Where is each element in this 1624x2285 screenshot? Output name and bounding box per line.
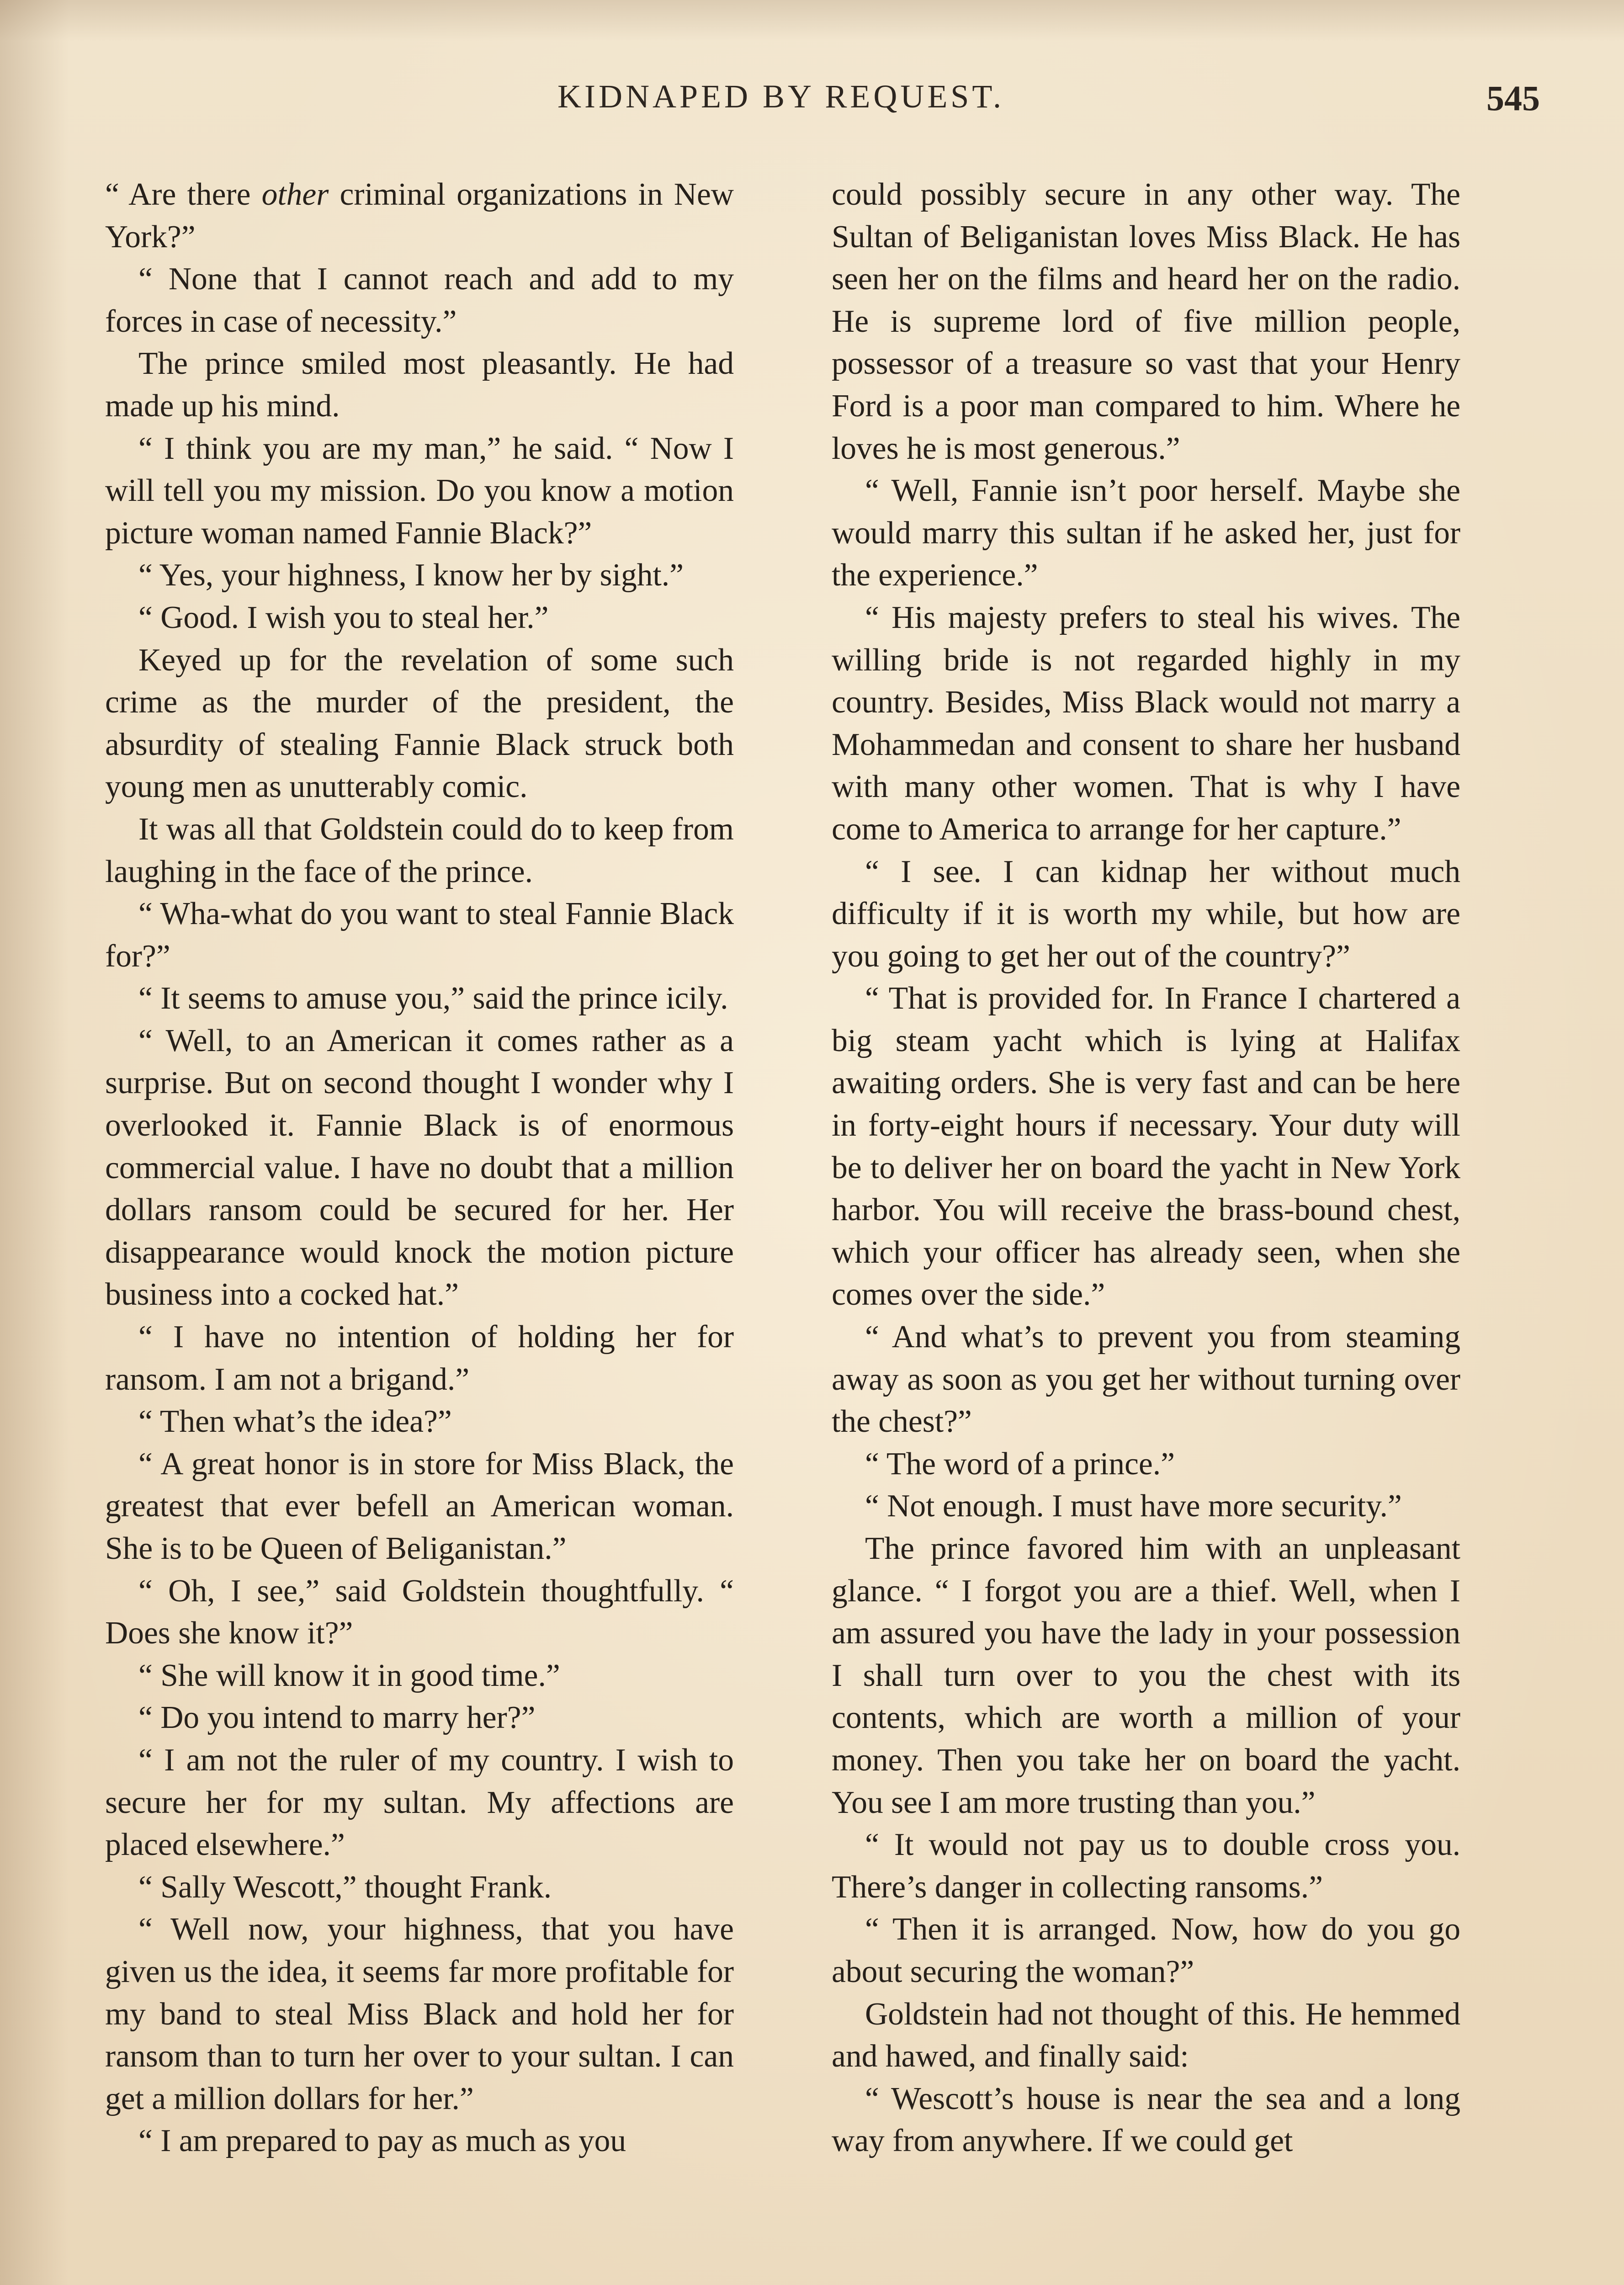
paragraph: The prince favored him with an unpleasant glance. “ I forgot you are a thief. Well, when I am assured you have the lady in your possession I shall turn over to you the chest with its contents, which are worth a million of your money. Then you take her on board the yacht. You see I am more trusting than you.” <box>832 1531 1460 1820</box>
paragraph: “ Then it is arranged. Now, how do you go about securing the woman?” <box>832 1912 1460 1989</box>
paragraph: “ It seems to amuse you,” said the prince icily. <box>138 981 728 1016</box>
paragraph: “ I am prepared to pay as much as you <box>138 2123 626 2159</box>
paragraph: “ None that I cannot reach and add to my forces in case of necessity.” <box>105 261 734 339</box>
paragraph: “ Wha-what do you want to steal Fannie Black for?” <box>105 896 734 974</box>
right-text-column <box>832 174 1460 2163</box>
paragraph: The prince smiled most pleasantly. He had made up his mind. <box>105 346 734 424</box>
paragraph: “ It would not pay us to double cross you. There’s danger in collecting ransoms.” <box>832 1827 1460 1905</box>
paragraph: Goldstein had not thought of this. He hemmed and hawed, and finally said: <box>832 1996 1460 2074</box>
paragraph: “ Good. I wish you to steal her.” <box>138 600 549 635</box>
paragraph: “ That is provided for. In France I chartered a big steam yacht which is lying at Halifax awaiting orders. She is very fast and can be here in forty-eight hours if necessary. Your duty will be to deliver her on board the yacht in New York harbor. You will receive the brass-bound chest, which your officer has already seen, when she comes over the side.” <box>832 981 1460 1313</box>
paragraph: “ Well, Fannie isn’t poor herself. Maybe she would marry this sultan if he asked her, just for the experience.” <box>832 473 1460 593</box>
paragraph: “ I am not the ruler of my country. I wish to secure her for my sultan. My affections are placed elsewhere.” <box>105 1742 734 1863</box>
paragraph: “ Sally Wescott,” thought Frank. <box>138 1869 552 1905</box>
paragraph: It was all that Goldstein could do to keep from laughing in the face of the prince. <box>105 811 734 889</box>
paragraph: “ Are there other criminal organizations in New York?” <box>105 177 734 255</box>
running-title: KIDNAPED BY REQUEST. <box>557 78 1004 115</box>
paragraph: Keyed up for the revelation of some such crime as the murder of the president, the absurdity of stealing Fannie Black struck both young men as unutterably comic. <box>105 642 734 805</box>
paragraph: “ And what’s to prevent you from steaming away as soon as you get her without turning over the chest?” <box>832 1319 1460 1440</box>
page-shadow-left <box>0 0 69 2285</box>
paragraph: “ Then what’s the idea?” <box>138 1404 452 1440</box>
page-shadow-top <box>0 0 1624 41</box>
emphasis: other <box>261 177 329 212</box>
paragraph: “ His majesty prefers to steal his wives. The willing bride is not regarded highly in my country. Besides, Miss Black would not marry a Mohammedan and consent to share her husband with many other women. That is why I have come to America to arrange for her capture.” <box>832 600 1460 847</box>
paragraph: “ She will know it in good time.” <box>138 1658 560 1693</box>
paragraph: “ Wescott’s house is near the sea and a long way from anywhere. If we could get <box>832 2081 1460 2159</box>
paragraph: “ Do you intend to marry her?” <box>138 1700 536 1736</box>
paragraph: “ Well now, your highness, that you have given us the idea, it seems far more profitable for my band to steal Miss Black and hold her for ransom than to turn her over to your sultan. I can get a million dollars for her.” <box>105 1912 734 2116</box>
paragraph: “ Not enough. I must have more security.” <box>865 1488 1402 1524</box>
paragraph: “ I have no intention of holding her for ransom. I am not a brigand.” <box>105 1319 734 1397</box>
paragraph: could possibly secure in any other way. The Sultan of Beliganistan loves Miss Black. He has seen her on the films and heard her on the radio. He is supreme lord of five million people, possessor of a treasure so vast that your Henry Ford is a poor man compared to him. Where he loves he is most generous.” <box>832 177 1460 466</box>
left-text-column <box>105 174 734 2163</box>
paragraph: “ Yes, your highness, I know her by sight.” <box>138 558 684 593</box>
paragraph: “ I think you are my man,” he said. “ Now I will tell you my mission. Do you know a motion picture woman named Fannie Black?” <box>105 430 734 551</box>
paragraph: “ A great honor is in store for Miss Black, the greatest that ever befell an American woman. She is to be Queen of Beliganistan.” <box>105 1446 734 1566</box>
paragraph: “ Oh, I see,” said Goldstein thoughtfully. “ Does she know it?” <box>105 1573 734 1651</box>
paragraph: “ Well, to an American it comes rather as a surprise. But on second thought I wonder why I overlooked it. Fannie Black is of enormous commercial value. I have no doubt that a million dollars ransom could be secured for her. Her disappearance would knock the motion picture business into a cocked hat.” <box>105 1023 734 1313</box>
paragraph: “ I see. I can kidnap her without much difficulty if it is worth my while, but how are you going to get her out of the country?” <box>832 854 1460 974</box>
paragraph: “ The word of a prince.” <box>865 1446 1175 1482</box>
page-number: 545 <box>1486 78 1540 118</box>
page-header <box>165 78 1540 128</box>
